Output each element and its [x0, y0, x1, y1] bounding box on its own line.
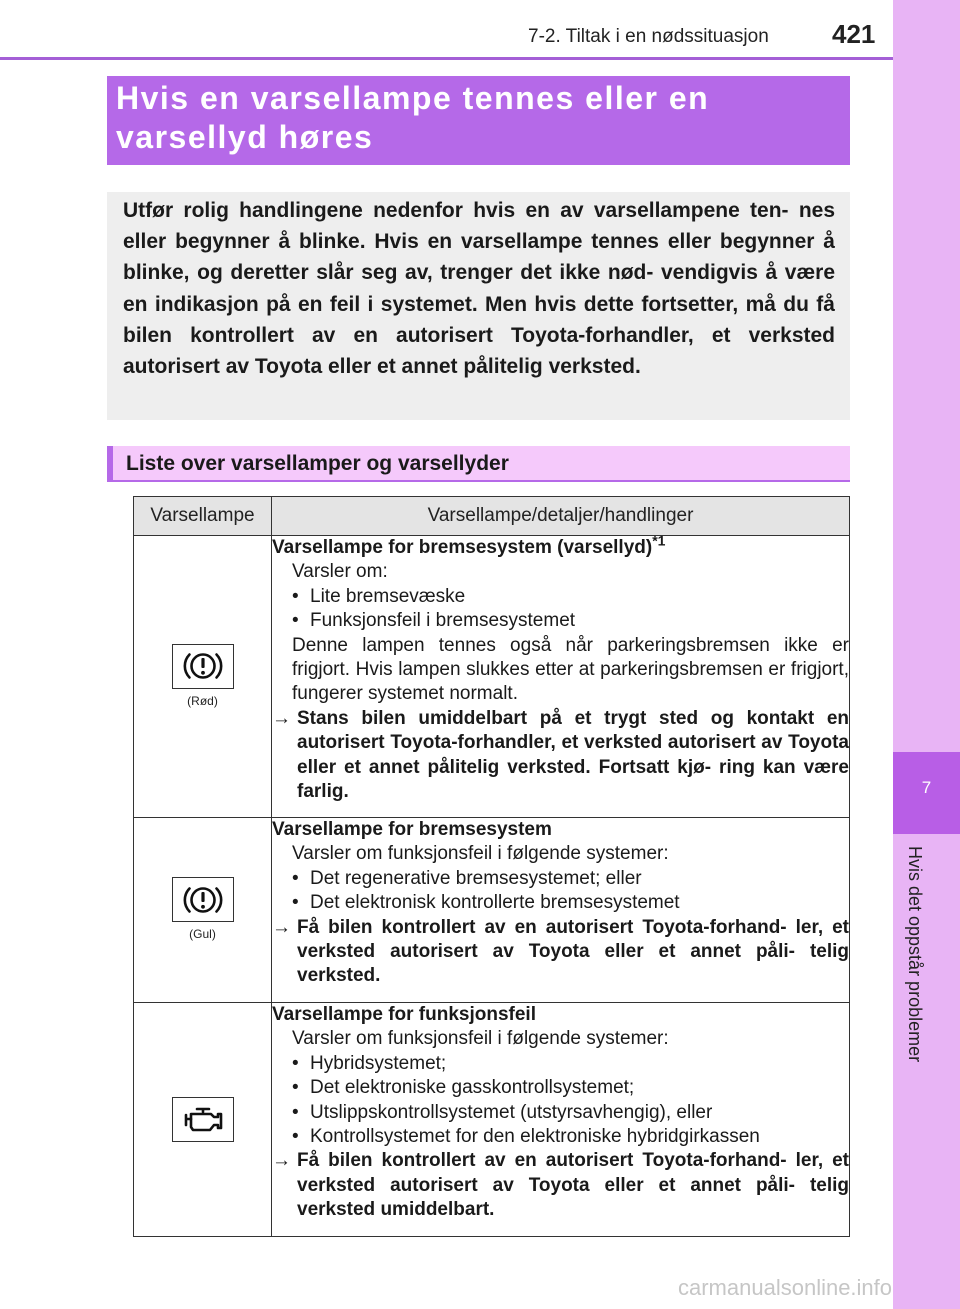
warns-about-text: Varsler om funksjonsfeil i følgende systemer:	[292, 1028, 669, 1050]
check-engine-icon	[172, 1097, 234, 1142]
note-line: er frigjort, fungerer systemet normalt.	[292, 659, 849, 705]
table-row	[134, 818, 850, 1003]
action-line: Få bilen kontrollert av en autorisert Toyota-forhand-	[297, 916, 787, 938]
arrow-icon: →	[272, 916, 291, 938]
note-line: Denne lampen tennes også når parkeringsbremsen ikke	[292, 634, 818, 656]
action-line: telig verksted umiddelbart.	[297, 1174, 849, 1221]
title-banner	[107, 76, 850, 165]
chapter-number-box	[893, 752, 960, 834]
lamp-cell	[134, 536, 272, 818]
list-subheading-text: Liste over varsellamper og varsellyder	[126, 452, 509, 475]
action-instruction	[272, 1149, 849, 1222]
note-line: er frigjort. Hvis lampen slukkes etter at parkeringsbremsen	[292, 634, 850, 681]
intro-box	[107, 192, 850, 420]
action-instruction	[272, 707, 849, 805]
section-label: 7-2. Tiltak i en nødssituasjon	[528, 26, 769, 47]
action-text	[297, 707, 849, 805]
chapter-title: Hvis det oppstår problemer	[905, 846, 925, 1063]
intro-line: nes eller begynner å blinke. Hvis en varsellampe tennes eller	[123, 199, 835, 254]
column-header-details: Varsellampe/detaljer/handlinger	[272, 497, 850, 536]
action-text	[297, 916, 849, 989]
lamp-color-label: (Rød)	[187, 693, 218, 708]
lamp-title: Varsellampe for bremsesystem	[272, 819, 552, 840]
lamp-color-label: (Gul)	[189, 927, 216, 941]
action-line: Få bilen kontrollert av en autorisert Toyota-forhand-	[297, 1150, 787, 1172]
header-rule	[0, 57, 893, 60]
intro-line: Utfør rolig handlingene nedenfor hvis en av varsellampene ten-	[123, 199, 789, 222]
intro-line: Toyota-forhandler, et verksted autorisert av Toyota eller et annet	[123, 323, 835, 379]
lamp-title-text: Varsellampe for bremsesystem (varsellyd)	[272, 537, 653, 558]
lamp-cell	[134, 818, 272, 1003]
warning-lamp-table	[133, 496, 850, 1237]
lamp-title: Varsellampe for funksjonsfeil	[272, 1004, 536, 1025]
page-title-line-1: Hvis en varsellampe tennes eller en	[116, 80, 710, 116]
arrow-icon: →	[272, 1150, 291, 1172]
intro-paragraph	[123, 195, 835, 382]
lamp-title	[272, 532, 849, 560]
action-line: ler, et verksted autorisert av Toyota eller et annet påli-	[297, 916, 849, 963]
description-cell	[272, 532, 850, 818]
bullet-item: • Funksjonsfeil i bremsesystemet	[272, 609, 849, 633]
bullet-item: • Det elektronisk kontrollerte bremsesystemet	[272, 891, 849, 915]
bullet-item: • Det regenerative bremsesystemet; eller	[272, 867, 849, 891]
warns-about-text: Varsler om funksjonsfeil i følgende systemer:	[292, 843, 669, 865]
action-line: telig verksted.	[297, 941, 849, 987]
bullet-item: • Utslippskontrollsystemet (utstyrsavhengig), eller	[272, 1101, 849, 1125]
table-row	[134, 536, 850, 818]
arrow-icon: →	[272, 707, 291, 729]
bullet-item: • Hybridsystemet;	[272, 1052, 849, 1076]
footnote-marker: *1	[652, 532, 666, 549]
description-cell	[272, 1003, 850, 1237]
chapter-number: 7	[921, 778, 932, 797]
bullet-item: • Det elektroniske gasskontrollsystemet;	[272, 1076, 849, 1100]
action-line: ring kan være farlig.	[297, 756, 849, 803]
intro-line: vendigvis å være en indikasjon på en feil i systemet. Men hvis	[123, 261, 835, 316]
column-header-lamp: Varsellampe	[134, 497, 272, 536]
action-line: Toyota eller et annet pålitelig verksted. Fortsatt kjø-	[297, 732, 849, 778]
action-text	[297, 1149, 849, 1222]
intro-line: dette fortsetter, må du få bilen kontrollert av en autorisert	[123, 292, 835, 347]
brake-warning-icon	[172, 644, 234, 689]
page-number: 421	[832, 19, 876, 49]
action-instruction	[272, 916, 849, 989]
list-subheading	[107, 446, 850, 482]
brake-warning-icon	[172, 877, 234, 922]
table-row	[134, 1003, 850, 1237]
warns-about-text: Varsler om:	[292, 561, 388, 583]
page-title-line-2: varsellyd høres	[116, 119, 374, 155]
intro-line: begynner å blinke, og deretter slår seg av, trenger det ikke nød-	[123, 230, 835, 285]
bullet-item: • Lite bremsevæske	[272, 585, 849, 609]
bullet-item: • Kontrollsystemet for den elektroniske hybridgirkassen	[272, 1125, 849, 1149]
description-cell	[272, 818, 850, 1003]
action-line: Stans bilen umiddelbart på et trygt sted og kontakt en	[297, 707, 849, 729]
note-text	[272, 634, 849, 707]
lamp-cell	[134, 1003, 272, 1237]
intro-line: pålitelig verksted.	[463, 355, 641, 379]
watermark: carmanualsonline.info	[678, 1275, 893, 1300]
action-line: autorisert Toyota-forhandler, et verksted autorisert av	[297, 732, 783, 754]
table-header-row	[134, 497, 850, 536]
action-line: ler, et verksted autorisert av Toyota eller et annet påli-	[297, 1150, 849, 1196]
chapter-side-tab	[893, 0, 960, 1309]
